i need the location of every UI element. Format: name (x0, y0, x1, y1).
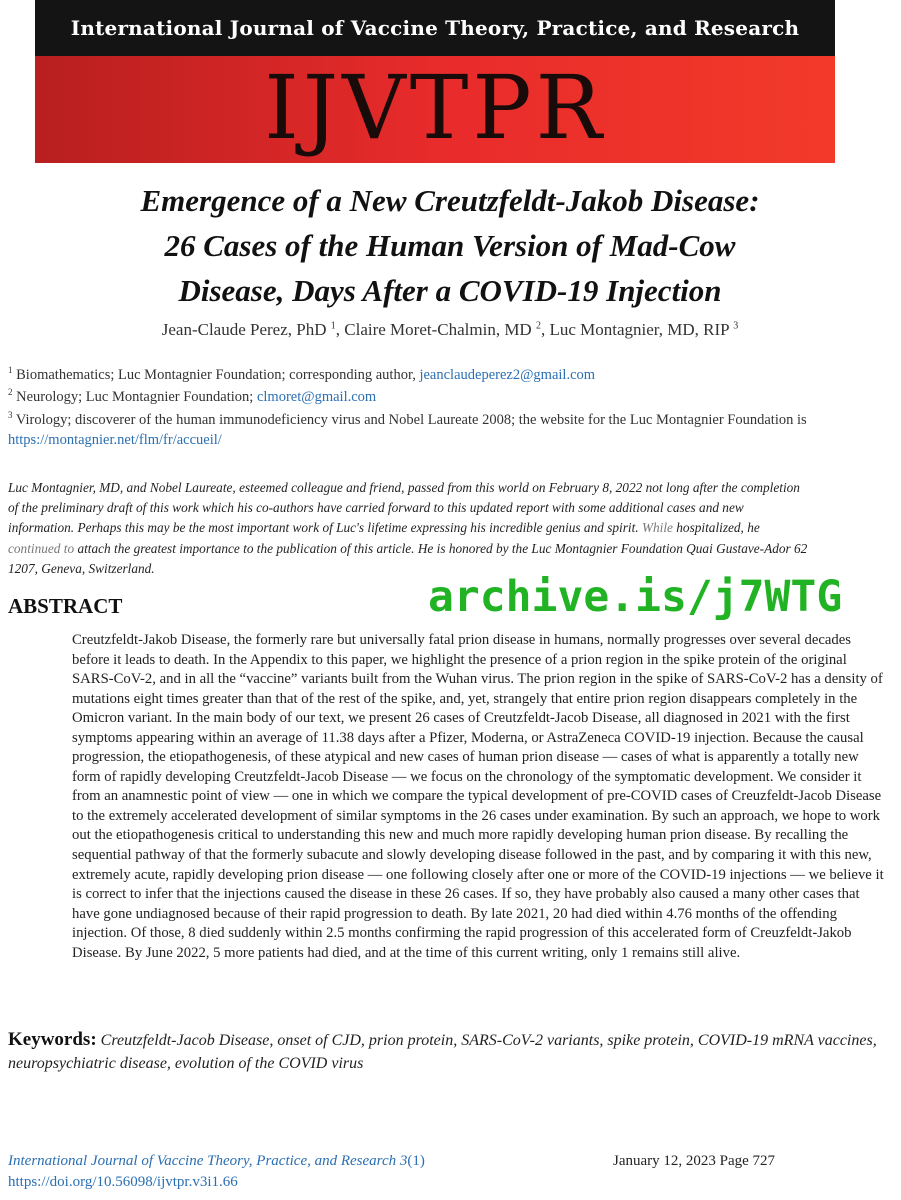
author-list: Jean-Claude Perez, PhD $^1$, Claire Moret-Chalmin, MD $^2$, Luc Montagnier, MD, RIP $^3$ (161, 320, 739, 339)
keywords-section (8, 1028, 878, 1075)
journal-name: International Journal of Vaccine Theory, Practice, and Research (70, 16, 800, 40)
abstract-body: Creutzfeldt-Jakob Disease, the formerly rare but universally fatal prion disease in humans, normally progresses over several decades before it leads to death. In the Appendix to this paper, we highlight the presence of a prion region in the spike protein of the original SARS-CoV-2, and in all the “vaccine” variants built from the Wuhan virus. The prion region in the spike of SARS-CoV-2 has a density of mutations eight times greater than that of the rest of the spike, and, yet, strangely that entire prion region disappears completely in the Omicron variant. In the main body of our text, we present 26 cases of Creutzfeldt-Jacob Disease, all diagnosed in 2021 with the first symptoms appearing within an average of 11.38 days after a Pfizer, Moderna, or AstraZeneca COVID-19 injection. Because the causal progression, the etiopathogenesis, of these atypical and new cases of human prion disease — cases of what is apparently a totally new form of rapidly developing Creutzfeldt-Jacob Disease — we focus on the chronology of the symptomatic development. We consider it from an anamnestic point of view — one in which we compare the typical development of pre-COVID cases of Creuzfeldt-Jacob Disease to the extremely accelerated development of similar symptoms in the 26 cases under examination. By such an approach, we hope to work out the etiopathogenesis critical to understanding this new and much more rapidly developing human prion disease. By recalling the sequential pathway of that the formerly subacute and slowly developing disease followed in the past, and by comparing it with this new, extremely acute, rapidly developing prion disease — one following closely after one or more of the COVID-19 injections — we believe it is correct to infer that the injections caused the disease in these 26 cases. If so, they have probably also caused a many other cases that have gone undiagnosed because of their rapid progression to death. By late 2021, 20 had died within 4.76 months of the offending injection. Of those, 8 died suddenly within 2.5 months confirming the rapid progression of this accelerated form of Creuzfeldt-Jakob Disease. By June 2022, 5 more patients had died, and at the time of this current writing, only 1 remains still alive. (72, 632, 884, 961)
footer-journal-citation (8, 1153, 425, 1170)
abstract-heading: ABSTRACT (8, 594, 123, 618)
archive-link-overlay: archive.is/j7WTG (428, 572, 843, 622)
keywords-label: Keywords: (8, 1029, 97, 1050)
title-line-1: Emergence of a New Creutzfeldt-Jakob Disease: (140, 183, 760, 218)
dedication-paragraph (8, 478, 808, 579)
footer-journal-issue: (1) (407, 1153, 425, 1169)
affiliation-text: Virology; discoverer of the human immunodeficiency virus and Nobel Laureate 2008; the website for the Luc Montagnier Foundation is (15, 411, 807, 428)
footer-journal-name: International Journal of Vaccine Theory, Practice, and Research 3 (8, 1153, 408, 1169)
dedication-text: hospitalized, he (676, 520, 760, 536)
affiliation-3 (8, 405, 888, 450)
article-title (20, 178, 880, 313)
affiliation-2 (8, 382, 888, 407)
author-affiliation-mark: 2 (535, 320, 541, 332)
dedication-faded-text: continued to (8, 540, 75, 556)
author-name: Luc Montagnier, MD, RIP (549, 320, 729, 339)
corresponding-email-link[interactable]: jeanclaudeperez2@gmail.com (419, 366, 596, 383)
title-line-3: Disease, Days After a COVID-19 Injection (178, 273, 722, 308)
journal-banner (35, 0, 835, 163)
footer-doi-link[interactable]: https://doi.org/10.56098/ijvtpr.v3i1.66 (8, 1174, 238, 1190)
author-name: Claire Moret-Chalmin, MD (344, 320, 532, 339)
dedication-text: attach the greatest importance to the publication of this article. He is honored by the Luc Montagnier Foundation Quai Gustave-Ador 62 1207, Geneva, Switzerland. (8, 540, 808, 576)
affiliation-number: 3 (8, 410, 13, 420)
keywords-list: Creutzfeldt-Jacob Disease, onset of CJD, prion protein, SARS-CoV-2 variants, spike protein, COVID-19 mRNA vaccines, neuropsychiatric disease, evolution of the COVID virus (8, 1032, 877, 1072)
journal-banner-top (35, 0, 835, 56)
email-link[interactable]: clmoret@gmail.com (256, 388, 377, 405)
affiliation-text: Neurology; Luc Montagnier Foundation; (16, 388, 254, 405)
journal-acronym-logo: IJVTPR (264, 56, 606, 159)
dedication-text: Luc Montagnier, MD, and Nobel Laureate, esteemed colleague and friend, passed from this world on February 8, 2022 not long after the completion of the preliminary draft of this work which his co-authors have carried forward to this updated report with some additional cases and new information. Perhaps this may be the most important work of Luc's lifetime expressing his incredible genius and spirit. (8, 480, 800, 536)
author-name: Jean-Claude Perez, PhD (161, 320, 327, 339)
dedication-faded-text: While (641, 520, 673, 536)
footer-date-page: January 12, 2023 Page 727 (613, 1153, 776, 1169)
author-affiliation-mark: 1 (330, 320, 336, 332)
author-affiliation-mark: 3 (733, 320, 739, 332)
affiliation-text: Biomathematics; Luc Montagnier Foundation; corresponding author, (16, 366, 416, 383)
affiliation-number: 2 (8, 387, 13, 397)
affiliation-number: 1 (8, 365, 13, 375)
title-line-2: 26 Cases of the Human Version of Mad-Cow (164, 228, 736, 263)
foundation-website-link[interactable]: https://montagnier.net/flm/fr/accueil/ (8, 431, 222, 448)
